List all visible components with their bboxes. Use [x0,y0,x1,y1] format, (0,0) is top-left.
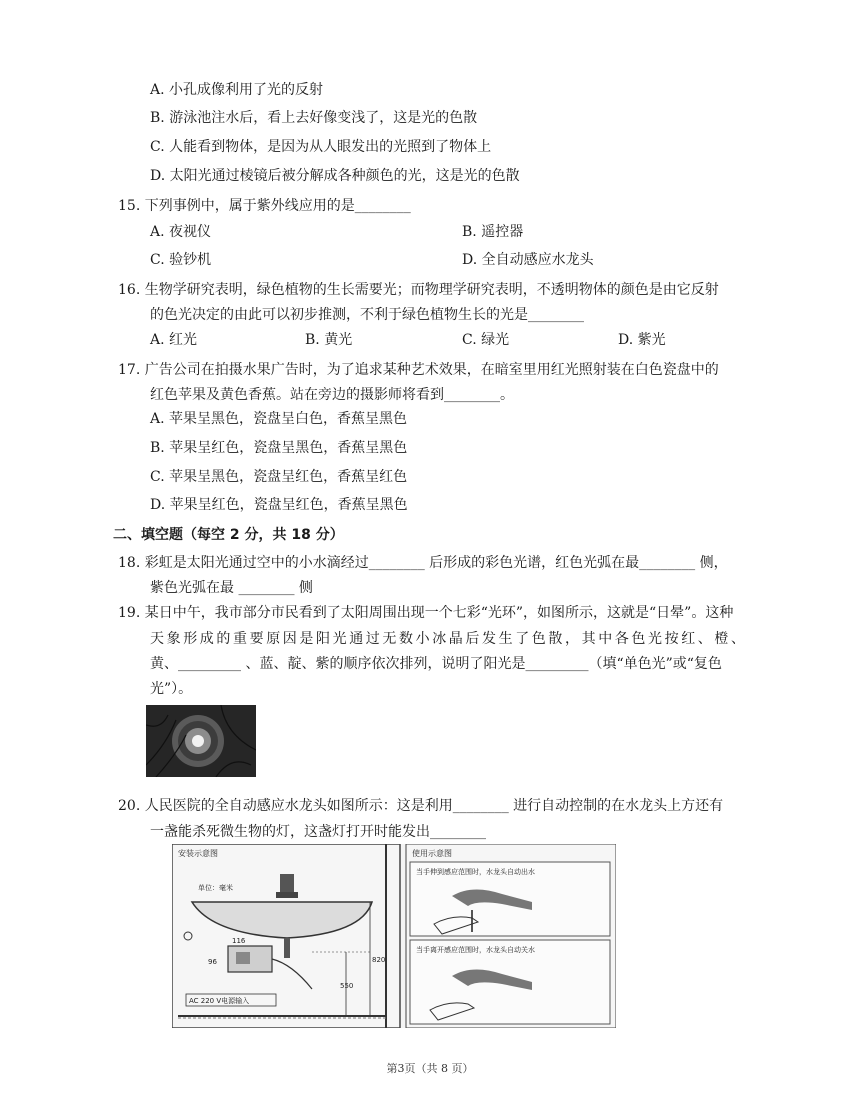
q18-line1: 18. 彩虹是太阳光通过空中的小水滴经过________ 后形成的彩色光谱，红色光弧在最________ 侧， [118,555,728,571]
sun-halo-photo [146,705,256,777]
use-step-2: 当手离开感应范围时，水龙头自动关水 [416,946,535,954]
q16-option-a: A. 红光 [150,332,198,348]
power-label: AC 220 V电源输入 [189,997,250,1005]
auto-faucet-figure [172,844,616,1028]
q19-line3: 黄、_________ 、蓝、靛、紫的顺序依次排列，说明了阳光是_________（填“单色光”或“复色 [150,656,722,672]
q15-option-a: A. 夜视仪 [150,224,212,240]
q17-option-a: A. 苹果呈黑色，瓷盘呈白色，香蕉呈黑色 [150,411,408,427]
q19-line2: 天象形成的重要原因是阳光通过无数小冰晶后发生了色散，其中各色光按红、橙、 [150,631,748,647]
q15-option-c: C. 验钞机 [150,252,212,268]
q14-option-a: A. 小孔成像利用了光的反射 [150,82,324,98]
q17-option-d: D. 苹果呈红色，瓷盘呈红色，香蕉呈黑色 [150,497,408,513]
q16-option-b: B. 黄光 [305,332,353,348]
q17-stem-line1: 17. 广告公司在拍摄水果广告时，为了追求某种艺术效果，在暗室里用红光照射装在白色瓷盘中的 [118,362,719,378]
q14-option-b: B. 游泳池注水后，看上去好像变浅了，这是光的色散 [150,110,478,126]
q14-option-c: C. 人能看到物体，是因为从人眼发出的光照到了物体上 [150,139,492,155]
q20-line1: 20. 人民医院的全自动感应水龙头如图所示：这是利用________ 进行自动控制的在水龙头上方还有 [118,798,724,814]
unit-label: 单位：毫米 [198,884,233,892]
svg-text:550: 550 [340,982,354,990]
q17-stem-line2: 红色苹果及黄色香蕉。站在旁边的摄影师将看到________。 [150,387,514,403]
q16-stem-line2: 的色光决定的由此可以初步推测，不利于绿色植物生长的光是________ [150,307,584,323]
q16-option-d: D. 紫光 [618,332,666,348]
use-title: 使用示意图 [412,849,452,858]
q14-option-d: D. 太阳光通过棱镜后被分解成各种颜色的光，这是光的色散 [150,168,520,184]
faucet-body-icon [280,874,294,894]
use-step-1: 当手伸到感应范围时，水龙头自动出水 [416,868,535,876]
svg-text:96: 96 [208,958,217,966]
svg-text:820: 820 [372,956,386,964]
q15-option-d: D. 全自动感应水龙头 [462,252,594,268]
q19-line1: 19. 某日中午，我市部分市民看到了太阳周围出现一个七彩“光环”，如图所示，这就是“日晕”。这种 [118,605,734,621]
sun-halo-illustration [146,705,256,777]
install-title: 安装示意图 [178,849,218,858]
section-2-title: 二、填空题（每空 2 分，共 18 分） [113,527,344,543]
q19-line4: 光”）。 [150,681,193,697]
page-footer: 第3页（共 8 页） [386,1062,474,1075]
svg-text:116: 116 [232,937,246,945]
q16-stem-line1: 16. 生物学研究表明，绿色植物的生长需要光；而物理学研究表明，不透明物体的颜色是由它反射 [118,282,719,298]
q17-option-b: B. 苹果呈红色，瓷盘呈黑色，香蕉呈黑色 [150,440,408,456]
q15-option-b: B. 遥控器 [462,224,524,240]
q16-option-c: C. 绿光 [462,332,510,348]
q20-line2: 一盏能杀死微生物的灯，这盏灯打开时能发出________ [150,824,486,840]
faucet-diagram [172,844,616,1028]
q15-stem: 15. 下列事例中，属于紫外线应用的是________ [118,198,411,214]
q17-option-c: C. 苹果呈黑色，瓷盘呈红色，香蕉呈红色 [150,469,408,485]
q18-line2: 紫色光弧在最 ________ 侧 [150,580,313,596]
